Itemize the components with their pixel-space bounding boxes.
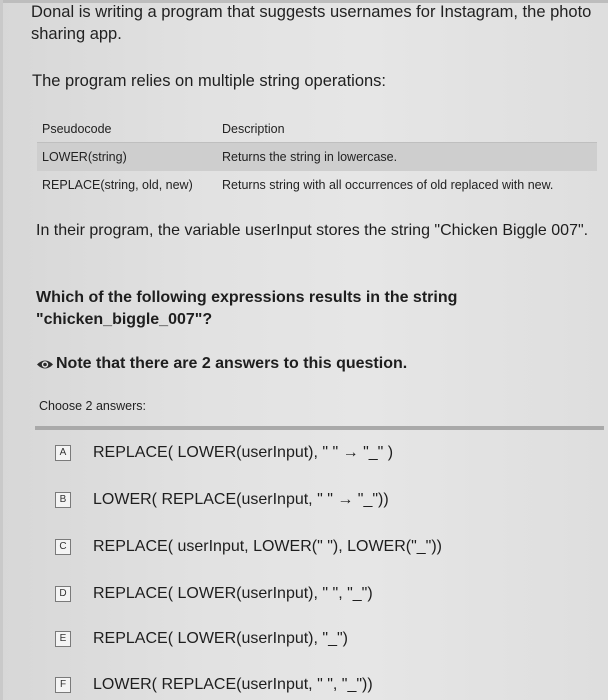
option-text[interactable]: LOWER( REPLACE(userInput, " ", "_")) bbox=[93, 676, 373, 693]
description-cell: Returns string with all occurrences of old replaced with new. bbox=[222, 178, 554, 192]
pseudocode-cell: LOWER(string) bbox=[37, 143, 214, 172]
column-header-pseudocode: Pseudocode bbox=[37, 116, 214, 143]
question-text: Which of the following expressions results in the string "chicken_biggle_007"? bbox=[36, 289, 458, 328]
eye-icon bbox=[36, 358, 54, 371]
option-letter-box[interactable]: A bbox=[55, 445, 71, 461]
note-text: Note that there are 2 answers to this question. bbox=[56, 355, 408, 372]
variable-description: In their program, the variable userInput stores the string "Chicken Biggle 007". bbox=[36, 222, 589, 239]
option-text[interactable]: REPLACE( LOWER(userInput), " ", "_") bbox=[93, 585, 373, 602]
string-operations-table bbox=[37, 116, 597, 199]
option-letter-box[interactable]: E bbox=[55, 631, 71, 647]
answer-count-note bbox=[36, 353, 407, 375]
answers-divider bbox=[35, 426, 604, 430]
option-text[interactable]: REPLACE( userInput, LOWER(" "), LOWER("_")) bbox=[93, 538, 443, 555]
choose-answers-label: Choose 2 answers: bbox=[39, 399, 147, 413]
answer-option-d[interactable] bbox=[55, 581, 373, 607]
table-row bbox=[37, 143, 597, 172]
answer-option-f[interactable] bbox=[55, 672, 373, 698]
answer-option-c[interactable] bbox=[55, 534, 442, 560]
answer-option-e[interactable] bbox=[55, 626, 348, 652]
option-letter-box[interactable]: B bbox=[55, 492, 71, 508]
table-row bbox=[37, 171, 597, 199]
table-header-row bbox=[37, 116, 597, 143]
option-letter-box[interactable]: C bbox=[55, 539, 71, 555]
pseudocode-cell: REPLACE(string, old, new) bbox=[42, 178, 193, 192]
option-text[interactable]: LOWER( REPLACE(userInput, " " → "_")) bbox=[93, 491, 389, 508]
column-header-description: Description bbox=[214, 116, 597, 143]
page-left-edge bbox=[0, 0, 3, 700]
operations-intro: The program relies on multiple string operations: bbox=[32, 72, 387, 90]
option-text[interactable]: REPLACE( LOWER(userInput), "_") bbox=[93, 630, 348, 647]
answer-option-a[interactable] bbox=[55, 440, 393, 466]
intro-text: Donal is writing a program that suggests usernames for Instagram, the photo sharing app. bbox=[31, 3, 592, 43]
option-letter-box[interactable]: D bbox=[55, 586, 71, 602]
option-text[interactable]: REPLACE( LOWER(userInput), " " → "_" ) bbox=[93, 444, 394, 461]
option-letter-box[interactable]: F bbox=[55, 677, 71, 693]
description-cell: Returns the string in lowercase. bbox=[214, 143, 597, 172]
answer-option-b[interactable] bbox=[55, 487, 389, 513]
